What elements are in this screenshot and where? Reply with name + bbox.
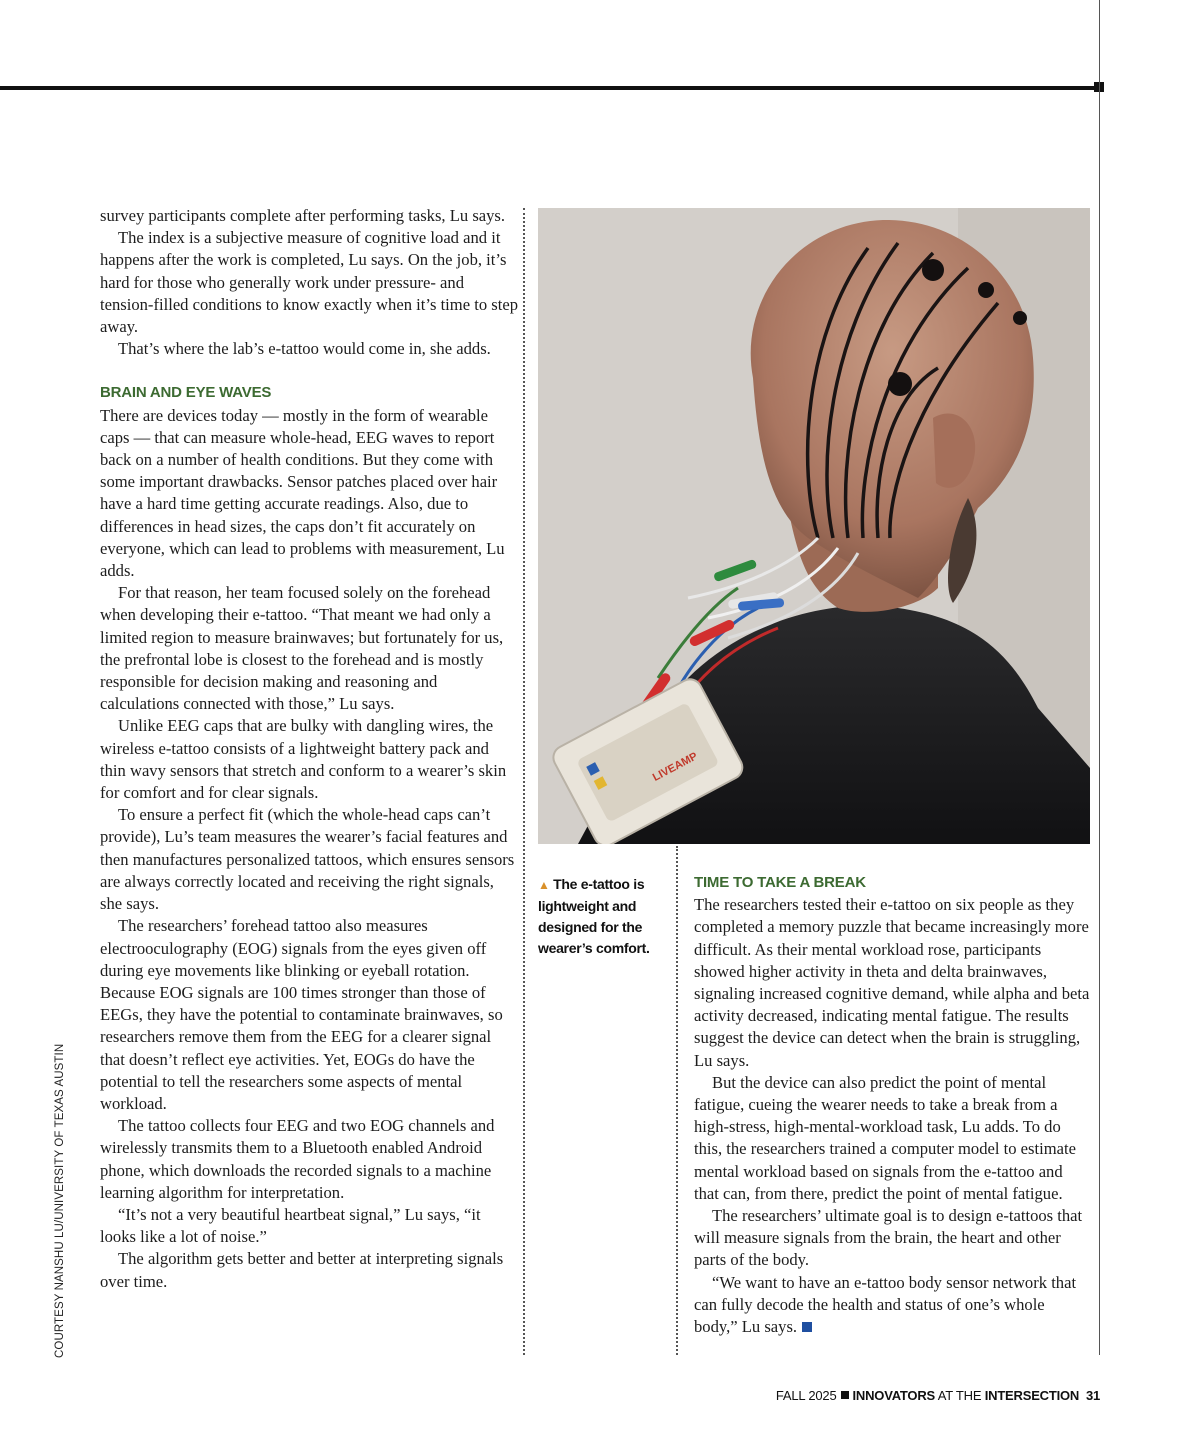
paragraph: Unlike EEG caps that are bulky with dangling wires, the wireless e-tattoo consists of a lightweight battery pack and thin wavy sensors that stretch and conform to a wearer’s skin for comfort and for clear signals.	[100, 716, 507, 803]
paragraph: The researchers tested their e-tattoo on six people as they completed a memory puzzle that became increasingly more difficult. As their mental workload rose, participants showed higher activity in theta and delta brainwaves, signaling increased cognitive demand, while alpha and beta activity decreased, indicating mental fatigue. The results suggest the device can detect when the brain is struggling, Lu says.	[694, 895, 1090, 1070]
paragraph: survey participants complete after performing tasks, Lu says.	[100, 206, 506, 225]
paragraph: There are devices today — mostly in the form of wearable caps — that can measure whole-head, EEG waves to report back on a number of health conditions. But they come with some important drawbacks. Sensor patches placed over hair have a hard time getting accurate readings. Also, due to differences in head sizes, the caps don’t fit accurately on everyone, which can lead to problems with measurement, Lu adds.	[100, 405, 505, 581]
paragraph-text: “We want to have an e-tattoo body sensor network that can fully decode the health and status of one’s whole body,” Lu says.	[694, 1272, 1077, 1337]
paragraph: The tattoo collects four EEG and two EOG channels and wirelessly transmits them to a Bluetooth enabled Android phone, which downloads the recorded signals to a machine learning algorithm for interpretation.	[100, 1116, 495, 1202]
section-heading-brain-eye-waves: BRAIN AND EYE WAVES	[100, 384, 272, 402]
paragraph: The algorithm gets better and better at interpreting signals over time.	[100, 1249, 504, 1291]
paragraph: The researchers’ forehead tattoo also measures electrooculography (EOG) signals from the eyes given off during eye movements like blinking or eyeball rotation. Because EOG signals are 100 times stronger than those of EEGs, they have the potential to contaminate brainwaves, so researchers remove them from the EEG for a clearer signal that doesn’t reflect eye activities. Yet, EOGs do have the potential to tell the researchers some aspects of mental workload.	[100, 916, 503, 1113]
footer-issue: FALL 2025	[775, 1388, 837, 1403]
column-divider	[523, 208, 525, 1355]
footer-title-part: AT THE	[935, 1388, 985, 1403]
page-footer	[776, 1388, 1100, 1403]
top-rule	[0, 86, 1100, 90]
photo-caption	[538, 874, 668, 959]
paragraph: That’s where the lab’s e-tattoo would come in, she adds.	[118, 339, 491, 359]
paragraph: The index is a subjective measure of cognitive load and it happens after the work is completed, Lu says. On the job, it’s hard for those who generally work under pressure- and tension-filled conditions to know exactly when it’s time to step away.	[100, 228, 519, 337]
caption-text: The e-tattoo is lightweight and designed for the wearer’s comfort.	[538, 876, 650, 956]
paragraph: “It’s not a very beautiful heartbeat signal,” Lu says, “it looks like a lot of noise.”	[100, 1204, 481, 1247]
caption-divider	[676, 846, 678, 1355]
page-number: 31	[1085, 1388, 1100, 1403]
paragraph: To ensure a perfect fit (which the whole-head caps can’t provide), Lu’s team measures the wearer’s facial features and then manufactures personalized tattoos, which ensures sensors are always correctly located and receiving the right signals, she says.	[100, 805, 515, 914]
paragraph: The researchers’ ultimate goal is to design e-tattoos that will measure signals from the brain, the heart and other parts of the body.	[694, 1206, 1083, 1270]
photo-e-tattoo-wearer	[538, 208, 1090, 844]
photo-credit: COURTESY NANSHU LU/UNIVERSITY OF TEXAS AUSTIN	[54, 1043, 66, 1358]
footer-title-part: INTERSECTION	[984, 1388, 1080, 1403]
paragraph: For that reason, her team focused solely on the forehead when developing their e-tattoo. “That meant we had only a limited region to measure brainwaves; but fortunately for us, the prefrontal lobe is closest to the forehead and is mostly responsible for decision making and reasoning and calculations connected with those,” Lu says.	[100, 583, 504, 714]
footer-square-icon	[841, 1391, 849, 1399]
device-label: LIVEAMP	[650, 750, 700, 784]
right-column	[694, 872, 1090, 1338]
section-heading-time-to-take-a-break: TIME TO TAKE A BREAK	[694, 874, 866, 891]
caption-triangle-icon: ▲	[538, 878, 550, 892]
end-of-article-square-icon	[802, 1322, 812, 1332]
footer-title-part: INNOVATORS	[852, 1388, 936, 1403]
paragraph	[694, 1272, 1090, 1339]
paragraph: But the device can also predict the point of mental fatigue, cueing the wearer needs to take a break from a high-stress, high-mental-workload task, Lu adds. To do this, the researchers trained a computer model to estimate mental workload based on signals from the e-tattoo and that can, from there, predict the point of mental fatigue.	[694, 1072, 1076, 1203]
right-margin-rule	[1099, 0, 1100, 1355]
left-column	[100, 205, 518, 1293]
